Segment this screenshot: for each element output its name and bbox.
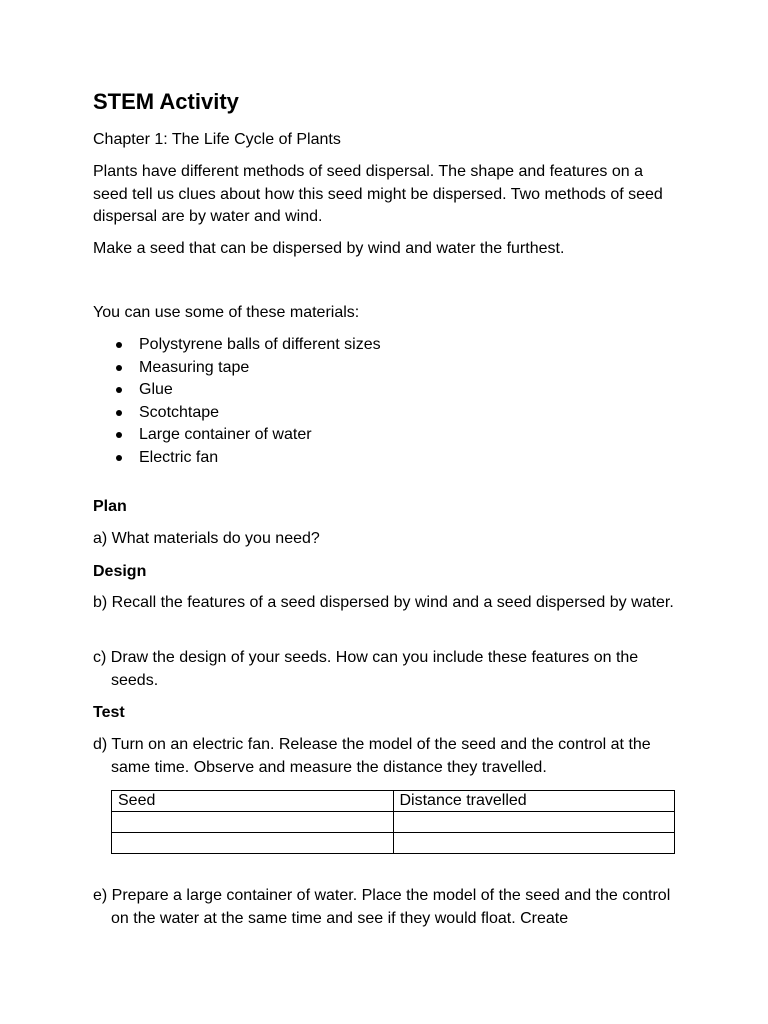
list-item: Large container of water	[93, 424, 381, 447]
question-b: b) Recall the features of a seed dispersed by wind and a seed dispersed by water.	[93, 594, 674, 611]
design-heading: Design	[93, 563, 147, 580]
list-item: Measuring tape	[93, 357, 381, 380]
table-cell[interactable]	[393, 812, 675, 833]
question-d: d) Turn on an electric fan. Release the model of the seed and the control at the same time. Observe and measure the distance they travelled.	[93, 736, 651, 776]
materials-list	[93, 334, 381, 469]
list-item: Glue	[93, 379, 381, 402]
question-a: a) What materials do you need?	[93, 530, 320, 547]
table-header-seed: Seed	[112, 791, 394, 812]
intro-paragraph: Plants have different methods of seed dispersal. The shape and features on a seed tell us clues about how this seed might be dispersed. Two methods of seed dispersal are by water and wind.	[93, 163, 663, 225]
bullet-icon	[116, 365, 122, 371]
table-cell[interactable]	[112, 812, 394, 833]
list-item: Scotchtape	[93, 402, 381, 425]
document-title: STEM Activity	[93, 89, 239, 114]
table-row	[112, 833, 675, 854]
question-c: c) Draw the design of your seeds. How can you include these features on the seeds.	[93, 649, 639, 689]
chapter-line: Chapter 1: The Life Cycle of Plants	[93, 131, 341, 148]
table-cell[interactable]	[112, 833, 394, 854]
list-item: Electric fan	[93, 447, 381, 470]
table-header-row	[112, 791, 675, 812]
list-item: Polystyrene balls of different sizes	[93, 334, 381, 357]
bullet-icon	[116, 342, 122, 348]
bullet-icon	[116, 432, 122, 438]
table-cell[interactable]	[393, 833, 675, 854]
table-header-distance: Distance travelled	[393, 791, 675, 812]
task-paragraph: Make a seed that can be dispersed by wind and water the furthest.	[93, 240, 565, 257]
table-row	[112, 812, 675, 833]
bullet-icon	[116, 455, 122, 461]
bullet-icon	[116, 387, 122, 393]
test-heading: Test	[93, 704, 125, 721]
materials-intro: You can use some of these materials:	[93, 304, 360, 321]
question-e: e) Prepare a large container of water. Place the model of the seed and the control on the water at the same time and see if they would float. Create	[93, 887, 671, 927]
results-table	[111, 790, 675, 854]
bullet-icon	[116, 410, 122, 416]
plan-heading: Plan	[93, 498, 127, 515]
